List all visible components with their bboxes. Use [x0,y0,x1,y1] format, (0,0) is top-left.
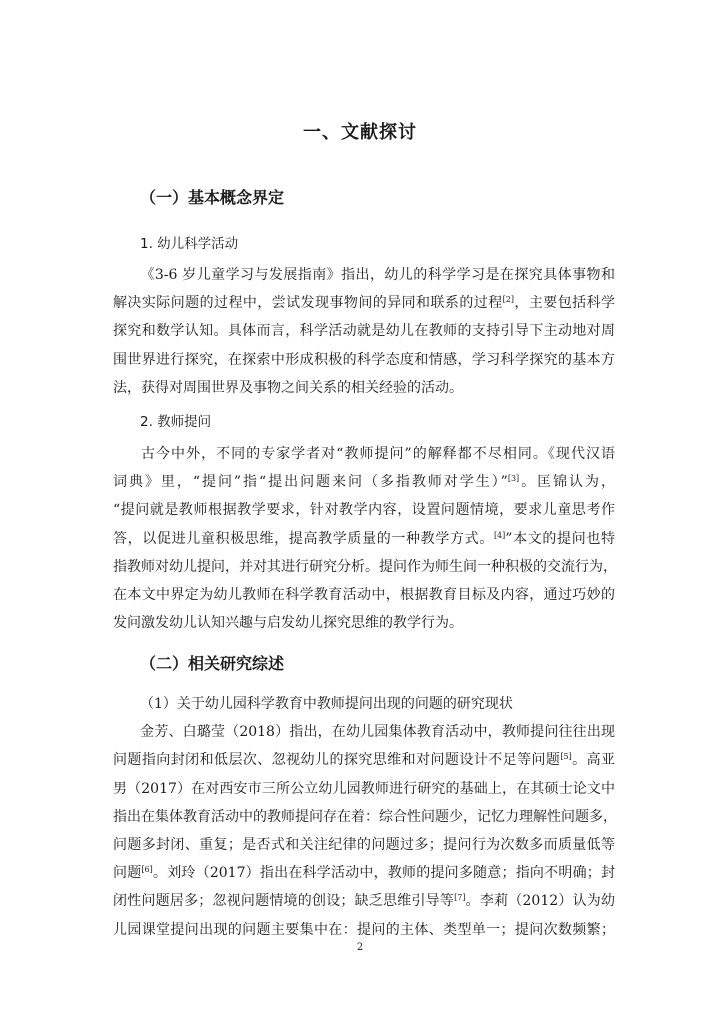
paragraph-line: 探究和数学认知。具体而言，科学活动就是幼儿在教师的支持引导下主动地对周 [113,323,615,340]
page-number: 2 [356,942,364,953]
paragraph-line: 围世界进行探究，在探索中形成积极的科学态度和情感，学习科学探究的基本方 [113,351,615,368]
paragraph-line: 男（2017）在对西安市三所公立幼儿园教师进行研究的基础上，在其硕士论文中 [113,780,615,797]
item-heading-review-status [113,690,615,718]
citation-marker: [6] [141,865,153,875]
item-heading-science-activity: 1. 幼儿科学活动 [140,236,239,252]
paragraph-line: 闭性问题居多；忽视问题情境的创设；缺乏思维引导等[7]。李莉（2012）认为幼 [113,893,615,910]
line-text: 《3-6 岁儿童学习与发展指南》指出，幼儿的科学学习是在探究具体事物和 [140,267,615,283]
citation-marker: [3] [507,474,520,484]
paragraph-line [113,440,615,468]
subsection-heading-literature-review: （二）相关研究综述 [140,654,285,673]
citation-marker: [4] [493,530,506,540]
section-title: 一、文献探讨 [303,122,417,143]
paragraph-line: 在本文中界定为幼儿教师在科学教育活动中，根据教育目标及内容，通过巧妙的 [113,587,615,604]
paragraph-line: 问题[6]。刘玲（2017）指出在科学活动中，教师的提问多随意；指向不明确；封 [113,865,615,882]
paragraph-teacher-questioning [113,440,615,637]
item-heading-teacher-questioning: 2. 教师提问 [140,414,212,430]
subsection-heading-definitions: （一）基本概念界定 [140,188,285,207]
citation-marker: [2] [502,295,514,305]
paragraph-line: 问题指向封闭和低层次、忽视幼儿的探究思维和对问题设计不足等问题[5]。高亚 [113,752,616,769]
paragraph-line: 词典》里，“提问”指“提出问题来问（多指教师对学生）”[3]。匡锦认为， [113,474,615,491]
paragraph-line: 问题多封闭、重复；是否式和关注纪律的问题过多；提问行为次数多而质量低等 [113,837,615,854]
paragraph-line: 法，获得对周围世界及事物之间关系的相关经验的活动。 [113,379,463,396]
paragraph-line: 发问激发幼儿认知兴趣与启发幼儿探究思维的教学行为。 [113,615,463,632]
paragraph-science-activity [113,261,615,402]
paragraph-line: 指教师对幼儿提问，并对其进行研究分析。提问作为师生间一种积极的交流行为， [113,558,617,575]
paragraph-line [113,261,615,289]
paragraph-line: 解决实际问题的过程中，尝试发现事物间的异同和联系的过程[2]，主要包括科学 [113,295,616,312]
paragraph-literature-review [113,690,615,944]
paragraph-line: “提问就是教师根据教学要求，针对教学内容，设置问题情境，要求儿童思考作 [113,502,615,519]
paragraph-line: 指出在集体教育活动中的教师提问存在着：综合性问题少，记忆力理解性问题多， [113,808,617,825]
line-text: 金芳、白璐莹（2018）指出，在幼儿园集体教育活动中，教师提问往往出现 [140,724,615,741]
paragraph-line: 儿园课堂提问出现的问题主要集中在：提问的主体、类型单一；提问次数频繁； [113,921,615,938]
line-text: （1）关于幼儿园科学教育中教师提问出现的问题的研究现状 [140,696,513,712]
paragraph-line [113,718,615,746]
citation-marker: [5] [560,752,572,762]
paragraph-line: 答，以促进儿童积极思维，提高教学质量的一种教学方式。[4]”本文的提问也特 [113,530,615,547]
line-text: 古今中外，不同的专家学者对“教师提问”的解释都不尽相同。《现代汉语 [140,446,615,462]
citation-marker: [7] [454,893,466,903]
